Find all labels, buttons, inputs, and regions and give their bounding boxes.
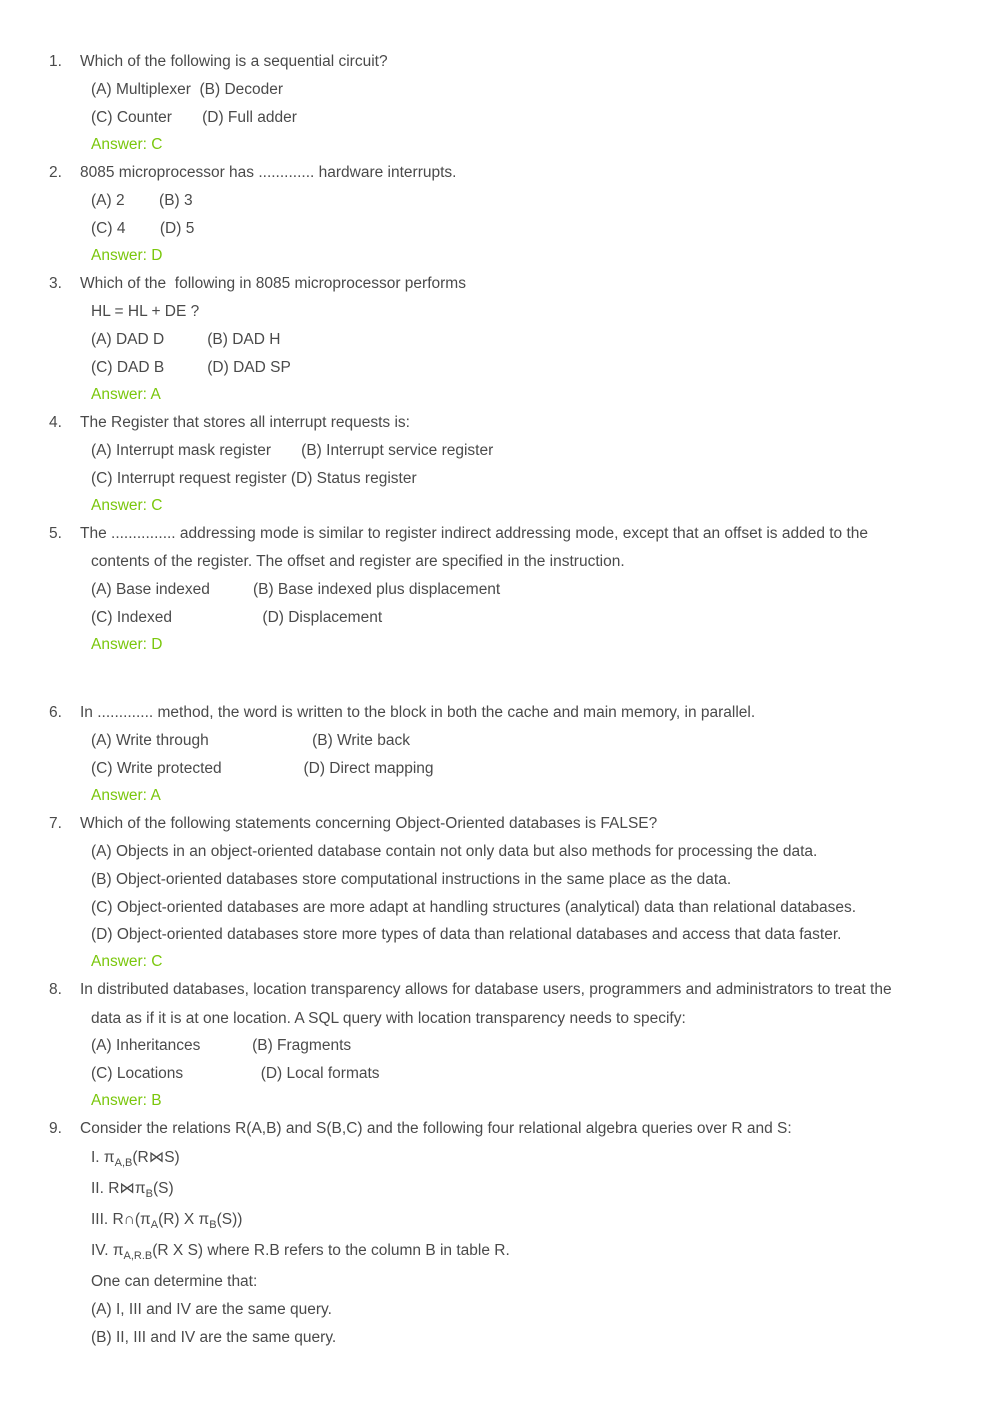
- question-text: Which of the following in 8085 microprocessor performs: [80, 275, 466, 292]
- question-text: 8085 microprocessor has ............. hardware interrupts.: [80, 164, 457, 181]
- question-text-continued: HL = HL + DE ?: [91, 303, 200, 320]
- question-lead: One can determine that:: [91, 1273, 258, 1290]
- options-line: (C) Indexed (D) Displacement: [91, 609, 383, 626]
- question-text: Consider the relations R(A,B) and S(B,C) and the following four relational algebra queries over R and S:: [80, 1120, 792, 1137]
- options-line: (A) Interrupt mask register (B) Interrupt service register: [91, 442, 494, 459]
- options-line: (D) Object-oriented databases store more types of data than relational databases and access that data faster.: [91, 926, 842, 943]
- answer: Answer: D: [91, 247, 163, 264]
- answer: Answer: C: [91, 953, 163, 970]
- options-line: (C) Interrupt request register (D) Status register: [91, 470, 417, 487]
- question-text-continued: data as if it is at one location. A SQL query with location transparency needs to specify:: [91, 1010, 686, 1027]
- query-2: II. $R⋈\pi_B(S)$: [91, 1180, 174, 1200]
- question-number: 1.: [49, 53, 62, 70]
- options-line: (A) I, III and IV are the same query.: [91, 1301, 332, 1318]
- options-line: (A) Objects in an object-oriented database contain not only data but also methods for processing the data.: [91, 843, 818, 860]
- options-line: (C) DAD B (D) DAD SP: [91, 359, 291, 376]
- answer: Answer: B: [91, 1092, 162, 1109]
- answer: Answer: A: [91, 787, 161, 804]
- options-line: (C) Write protected (D) Direct mapping: [91, 760, 434, 777]
- answer: Answer: C: [91, 497, 163, 514]
- answer: Answer: A: [91, 386, 161, 403]
- options-line: (B) Object-oriented databases store computational instructions in the same place as the data.: [91, 871, 732, 888]
- query-4: IV. $\pi_{A,R.B}(R$ X S) where R.B refers to the column B in table R.: [91, 1242, 510, 1262]
- options-line: (A) Inheritances (B) Fragments: [91, 1037, 352, 1054]
- question-text: The ............... addressing mode is similar to register indirect addressing mode, except that an offset is added to the: [80, 525, 869, 542]
- question-number: 4.: [49, 414, 62, 431]
- options-line: (C) Object-oriented databases are more adapt at handling structures (analytical) data than relational databases.: [91, 899, 857, 916]
- options-line: (C) 4 (D) 5: [91, 220, 195, 237]
- options-line: (A) Base indexed (B) Base indexed plus displacement: [91, 581, 501, 598]
- options-line: (A) Multiplexer (B) Decoder: [91, 81, 284, 98]
- question-text-continued: contents of the register. The offset and register are specified in the instruction.: [91, 553, 625, 570]
- question-text: Which of the following is a sequential circuit?: [80, 53, 388, 70]
- options-line: (A) Write through (B) Write back: [91, 732, 410, 749]
- question-text: In distributed databases, location transparency allows for database users, programmers and administrators to treat the: [80, 981, 892, 998]
- question-number: 2.: [49, 164, 62, 181]
- options-line: (C) Locations (D) Local formats: [91, 1065, 380, 1082]
- question-text: Which of the following statements concerning Object-Oriented databases is FALSE?: [80, 815, 658, 832]
- answer: Answer: C: [91, 136, 163, 153]
- options-line: (A) 2 (B) 3: [91, 192, 193, 209]
- answer: Answer: D: [91, 636, 163, 653]
- question-number: 5.: [49, 525, 62, 542]
- question-number: 8.: [49, 981, 62, 998]
- question-number: 7.: [49, 815, 62, 832]
- question-number: 9.: [49, 1120, 62, 1137]
- question-number: 6.: [49, 704, 62, 721]
- question-number: 3.: [49, 275, 62, 292]
- options-line: (C) Counter (D) Full adder: [91, 109, 297, 126]
- query-3: III. $R\cap(\pi_A(R)$ X $\pi_B(S)$): [91, 1211, 243, 1231]
- question-text: In ............. method, the word is written to the block in both the cache and main memory, in parallel.: [80, 704, 756, 721]
- question-text: The Register that stores all interrupt requests is:: [80, 414, 410, 431]
- options-line: (B) II, III and IV are the same query.: [91, 1329, 337, 1346]
- query-1: I. $\pi_{A,B}(R⋈S)$: [91, 1149, 180, 1169]
- options-line: (A) DAD D (B) DAD H: [91, 331, 281, 348]
